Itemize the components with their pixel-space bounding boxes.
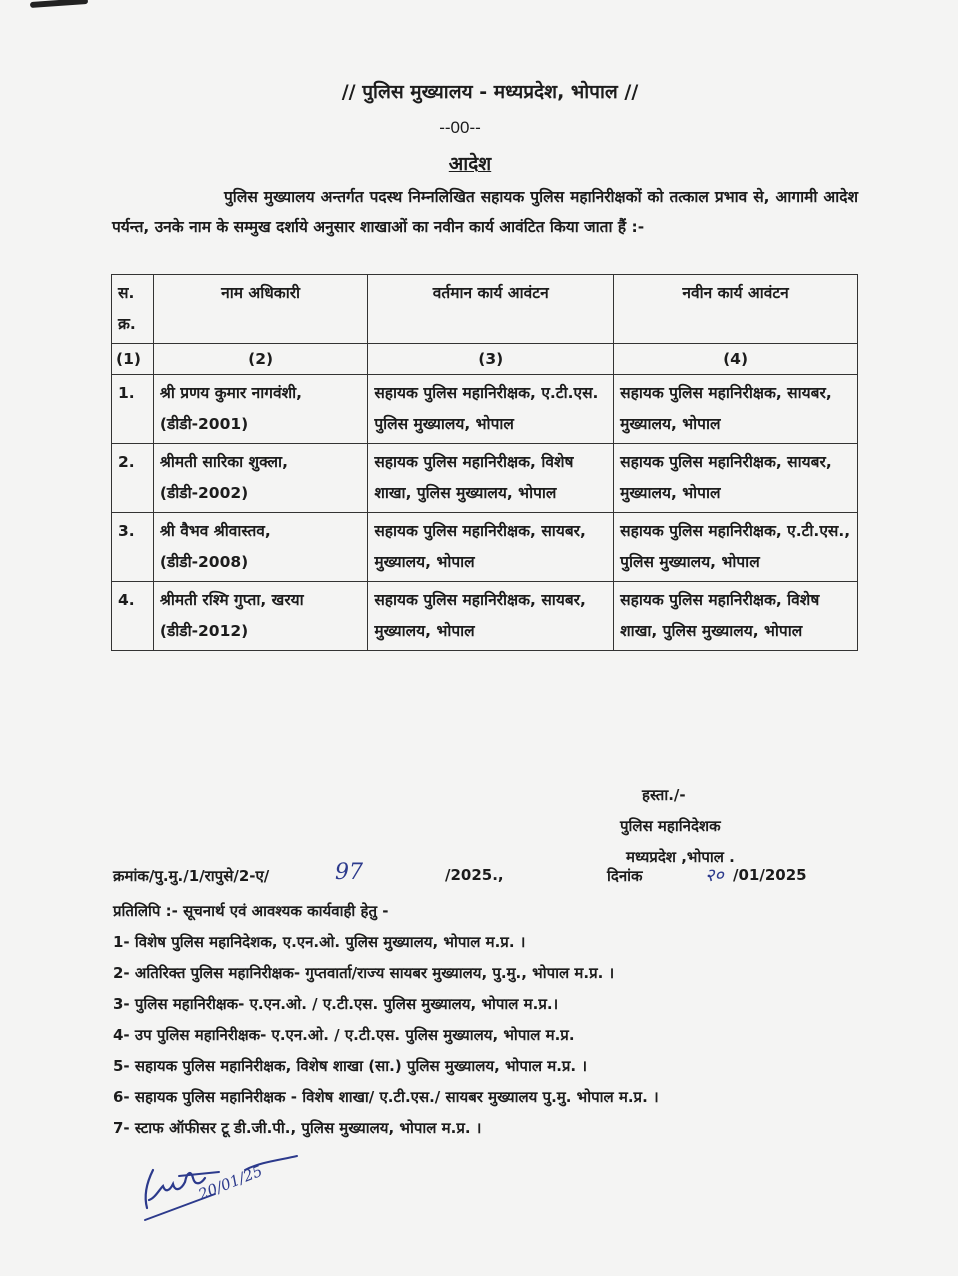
table-row xyxy=(112,375,858,444)
list-item: 4- उप पुलिस महानिरीक्षक- ए.एन.ओ. / ए.टी.एस. पुलिस मुख्यालय, भोपाल म.प्र. xyxy=(113,1026,575,1044)
current-allocation-cell: सहायक पुलिस महानिरीक्षक, ए.टी.एस. पुलिस मुख्यालय, भोपाल xyxy=(368,375,614,444)
officer-batch: (डीडी-2002) xyxy=(159,484,249,502)
allocation-table xyxy=(111,274,858,651)
new-allocation-cell: सहायक पुलिस महानिरीक्षक, सायबर, मुख्यालय, भोपाल xyxy=(614,444,858,513)
officer-name: श्रीमती सारिका शुक्ला, xyxy=(159,453,288,471)
new-allocation-cell: सहायक पुलिस महानिरीक्षक, विशेष शाखा, पुलिस मुख्यालय, भोपाल xyxy=(614,582,858,651)
serial-cell: 2. xyxy=(112,444,154,513)
current-allocation-cell: सहायक पुलिस महानिरीक्षक, विशेष शाखा, पुलिस मुख्यालय, भोपाल xyxy=(368,444,614,513)
copy-to-list xyxy=(113,896,853,1144)
signed-mark: हस्ता./- xyxy=(642,786,686,804)
officer-cell xyxy=(153,513,367,582)
new-allocation-cell: सहायक पुलिस महानिरीक्षक, ए.टी.एस., पुलिस मुख्यालय, भोपाल xyxy=(614,513,858,582)
list-item: 7- स्टाफ ऑफीसर टू डी.जी.पी., पुलिस मुख्यालय, भोपाल म.प्र. । xyxy=(113,1119,482,1137)
reference-number-handwritten: 97 xyxy=(335,860,363,885)
date-label: दिनांक xyxy=(607,867,643,885)
table-header-row xyxy=(112,275,858,344)
serial-cell: 4. xyxy=(112,582,154,651)
officer-batch: (डीडी-2008) xyxy=(159,553,249,571)
signatory-location: मध्यप्रदेश ,भोपाल . xyxy=(626,848,735,866)
signature-date: 20/01/25 xyxy=(195,1161,265,1204)
signatory-block xyxy=(620,780,735,873)
column-number: (3) xyxy=(368,344,614,375)
header-new-allocation: नवीन कार्य आवंटन xyxy=(614,275,858,344)
officer-name: श्री वैभव श्रीवास्तव, xyxy=(159,522,271,540)
officer-name: श्री प्रणय कुमार नागवंशी, xyxy=(159,384,303,402)
table-row xyxy=(112,444,858,513)
copy-to-heading: प्रतिलिपि :- सूचनार्थ एवं आवश्यक कार्यवाही हेतु - xyxy=(113,902,389,920)
header-current-allocation: वर्तमान कार्य आवंटन xyxy=(368,275,614,344)
table-row xyxy=(112,582,858,651)
list-item: 5- सहायक पुलिस महानिरीक्षक, विशेष शाखा (सा.) पुलिस मुख्यालय, भोपाल म.प्र. । xyxy=(113,1057,588,1075)
header-serial: स. क्र. xyxy=(112,275,154,344)
table-row xyxy=(112,513,858,582)
column-number: (1) xyxy=(112,344,154,375)
signature-underline xyxy=(179,1172,219,1176)
date-day-handwritten: २० xyxy=(705,865,724,886)
list-item: 2- अतिरिक्त पुलिस महानिरीक्षक- गुप्तवार्ता/राज्य सायबर मुख्यालय, पु.मु., भोपाल म.प्र. । xyxy=(113,964,615,982)
current-allocation-cell: सहायक पुलिस महानिरीक्षक, सायबर, मुख्यालय, भोपाल xyxy=(368,582,614,651)
officer-batch: (डीडी-2001) xyxy=(159,415,249,433)
reference-year: /2025., xyxy=(445,866,504,884)
pen-stroke-mark xyxy=(30,0,88,8)
officer-cell xyxy=(153,375,367,444)
reference-prefix: क्रमांक/पु.मु./1/रापुसे/2-ए/ xyxy=(113,867,270,885)
list-item: 3- पुलिस महानिरीक्षक- ए.एन.ओ. / ए.टी.एस. पुलिस मुख्यालय, भोपाल म.प्र.। xyxy=(113,995,559,1013)
header-officer-name: नाम अधिकारी xyxy=(153,275,367,344)
officer-cell xyxy=(153,582,367,651)
list-item: 1- विशेष पुलिस महानिदेशक, ए.एन.ओ. पुलिस मुख्यालय, भोपाल म.प्र. । xyxy=(113,933,526,951)
serial-cell: 1. xyxy=(112,375,154,444)
column-number: (2) xyxy=(153,344,367,375)
list-item: 6- सहायक पुलिस महानिरीक्षक - विशेष शाखा/ ए.टी.एस./ सायबर मुख्यालय पु.मु. भोपाल म.प्र. । xyxy=(113,1088,659,1106)
officer-batch: (डीडी-2012) xyxy=(159,622,249,640)
column-number-row xyxy=(112,344,858,375)
order-title: आदेश xyxy=(448,153,492,175)
signatory-designation: पुलिस महानिदेशक xyxy=(620,817,721,835)
handwritten-signature xyxy=(135,1148,305,1228)
serial-cell: 3. xyxy=(112,513,154,582)
current-allocation-cell: सहायक पुलिस महानिरीक्षक, सायबर, मुख्यालय, भोपाल xyxy=(368,513,614,582)
date-rest: /01/2025 xyxy=(733,866,807,884)
officer-cell xyxy=(153,444,367,513)
new-allocation-cell: सहायक पुलिस महानिरीक्षक, सायबर, मुख्यालय, भोपाल xyxy=(614,375,858,444)
order-intro-paragraph: पुलिस मुख्यालय अन्तर्गत पदस्थ निम्नलिखित सहायक पुलिस महानिरीक्षकों को तत्काल प्रभाव से, आगामी आदेश पर्यन्त, उनके नाम के सम्मुख दर्शाये अनुसार शाखाओं का नवीन कार्य आवंटित किया जाता हैं :- xyxy=(112,188,858,236)
officer-name: श्रीमती रश्मि गुप्ता, खरया xyxy=(159,591,304,609)
office-header: // पुलिस मुख्यालय - मध्यप्रदेश, भोपाल // xyxy=(341,81,639,103)
header-separator: --00-- xyxy=(439,118,481,137)
column-number: (4) xyxy=(614,344,858,375)
